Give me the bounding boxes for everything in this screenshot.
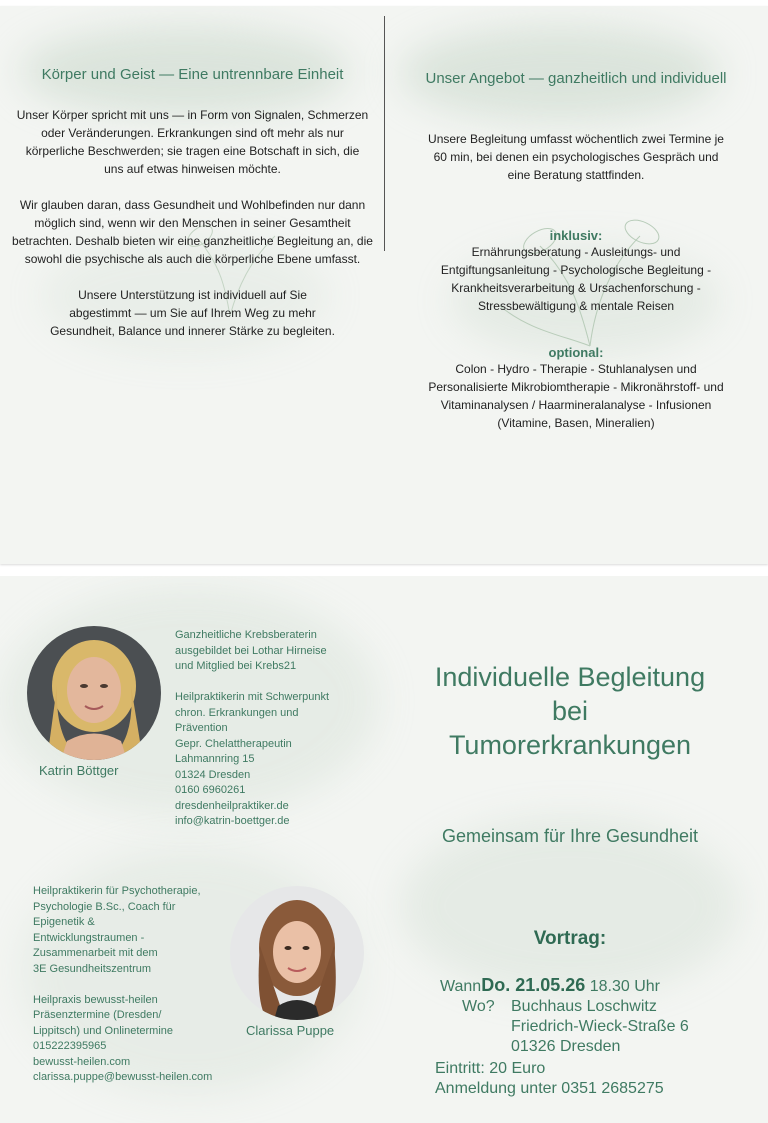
optional-text: Colon - Hydro - Therapie - Stuhlanalysen und Personalisierte Mikrobiomtherapie - Mikronährstoff- und Vitaminanalysen / Haarmineralanalyse - Infusionen (Vitamine, Basen, Mineralien) (428, 362, 724, 430)
wo-line: Buchhaus Loschwitz (511, 998, 657, 1015)
portrait-clarissa (230, 886, 364, 1020)
info-line: Epigenetik & (33, 916, 95, 928)
person2-name: Clarissa Puppe (246, 1023, 335, 1038)
optional-label: optional: (548, 345, 604, 360)
eintritt-value: 20 Euro (489, 1060, 546, 1077)
info-line: Ganzheitliche Krebsberaterin (175, 629, 317, 641)
info-line: Lippitsch) und Onlinetermine (33, 1024, 174, 1037)
wo-label: Wo? (462, 998, 495, 1015)
info-line: dresdenheilpraktiker.de (175, 799, 289, 812)
fold-divider (384, 16, 385, 251)
info-line: Heilpraktikerin für Psychotherapie, (33, 885, 201, 897)
info-line: Präsenztermine (Dresden/ (33, 1009, 162, 1021)
eintritt-label: Eintritt: (435, 1060, 485, 1077)
info-line: Heilpraktikerin mit Schwerpunkt (175, 691, 330, 703)
info-line: info@katrin-boettger.de (175, 815, 290, 827)
wann-date: Do. 21.05.26 (481, 975, 586, 995)
info-line: Gepr. Chelattherapeutin (175, 737, 292, 750)
eintritt-row (435, 1059, 545, 1079)
anmeldung: Anmeldung unter 0351 2685275 (435, 1080, 664, 1097)
vortrag-heading: Vortrag: (533, 928, 607, 949)
person1-name: Katrin Böttger (39, 763, 119, 778)
cover-subtitle: Gemeinsam für Ihre Gesundheit (441, 826, 699, 846)
right-panel (392, 68, 760, 432)
info-line: Prävention (175, 722, 228, 734)
left-panel-title: Körper und Geist — Eine untrennbare Einheit (41, 66, 344, 83)
info-line: bewusst-heilen.com (33, 1055, 131, 1068)
cover-title-line: Tumorerkrankungen (448, 730, 692, 760)
offer-intro: Unsere Begleitung umfasst wöchentlich zwei Termine je 60 min, bei denen ein psychologisches Gespräch und eine Beratung stattfinden. (428, 132, 724, 182)
info-line: 01324 Dresden (175, 768, 251, 781)
inner-pages-sheet (0, 6, 768, 564)
info-line: 015222395965 (33, 1040, 107, 1052)
info-line: Zusammenarbeit mit dem (33, 947, 158, 959)
inclusive-text: Ernährungsberatung - Ausleitungs- und Entgiftungsanleitung - Psychologische Begleitung - Krankheitsverarbeitung & Ursachenforschung - Stressbewältigung & mentale Reisen (440, 245, 712, 313)
person2-info (33, 884, 243, 1086)
info-line (175, 675, 395, 691)
cover-title-line: bei (551, 696, 589, 726)
right-panel-title: Unser Angebot — ganzheitlich und individuell (425, 70, 727, 87)
info-line: Heilpraxis bewusst-heilen (33, 993, 158, 1006)
wann-label: Wann (440, 978, 482, 995)
info-line: 3E Gesundheitszentrum (33, 962, 152, 975)
wo-line: Friedrich-Wieck-Straße 6 (511, 1018, 689, 1035)
cover-title-line: Individuelle Begleitung (434, 662, 706, 692)
info-line: Lahmannring 15 (175, 753, 255, 765)
left-panel (10, 64, 375, 340)
info-line: 0160 6960261 (175, 784, 246, 796)
cover-title (400, 660, 740, 762)
info-line: clarissa.puppe@bewusst-heilen.com (33, 1071, 213, 1083)
info-line: chron. Erkrankungen und (175, 706, 299, 719)
person1-info (175, 628, 395, 830)
info-line: und Mitglied bei Krebs21 (175, 660, 297, 672)
info-line: Entwicklungstraumen - (33, 931, 145, 944)
outer-pages-sheet (0, 576, 768, 1123)
wann-time: 18.30 Uhr (589, 978, 660, 995)
inclusive-label: inklusiv: (549, 228, 603, 243)
info-line: ausgebildet bei Lothar Hirneise (175, 644, 327, 657)
portrait-katrin (27, 626, 161, 760)
info-line (33, 977, 243, 993)
info-line: Psychologie B.Sc., Coach für (33, 900, 176, 913)
left-paragraph-3: Unsere Unterstützung ist individuell auf Sie abgestimmt — um Sie auf Ihrem Weg zu mehr Gesundheit, Balance und innerer Stärke zu begleiten. (50, 288, 335, 338)
wo-line: 01326 Dresden (511, 1038, 621, 1055)
wann-row (440, 975, 660, 997)
left-paragraph-2: Wir glauben daran, dass Gesundheit und Wohlbefinden nur dann möglich sind, wenn wir den Menschen in seiner Gesamtheit betrachten. Deshalb bieten wir eine ganzheitliche Begleitung an, die sowohl die psychische als auch die körperliche Ebene umfasst. (12, 198, 373, 266)
left-paragraph-1: Unser Körper spricht mit uns — in Form von Signalen, Schmerzen oder Veränderungen. Erkrankungen sind oft mehr als nur körperliche Beschwerden; sie tragen eine Botschaft in sich, die uns auf etwas hinweisen möchte. (16, 108, 369, 176)
